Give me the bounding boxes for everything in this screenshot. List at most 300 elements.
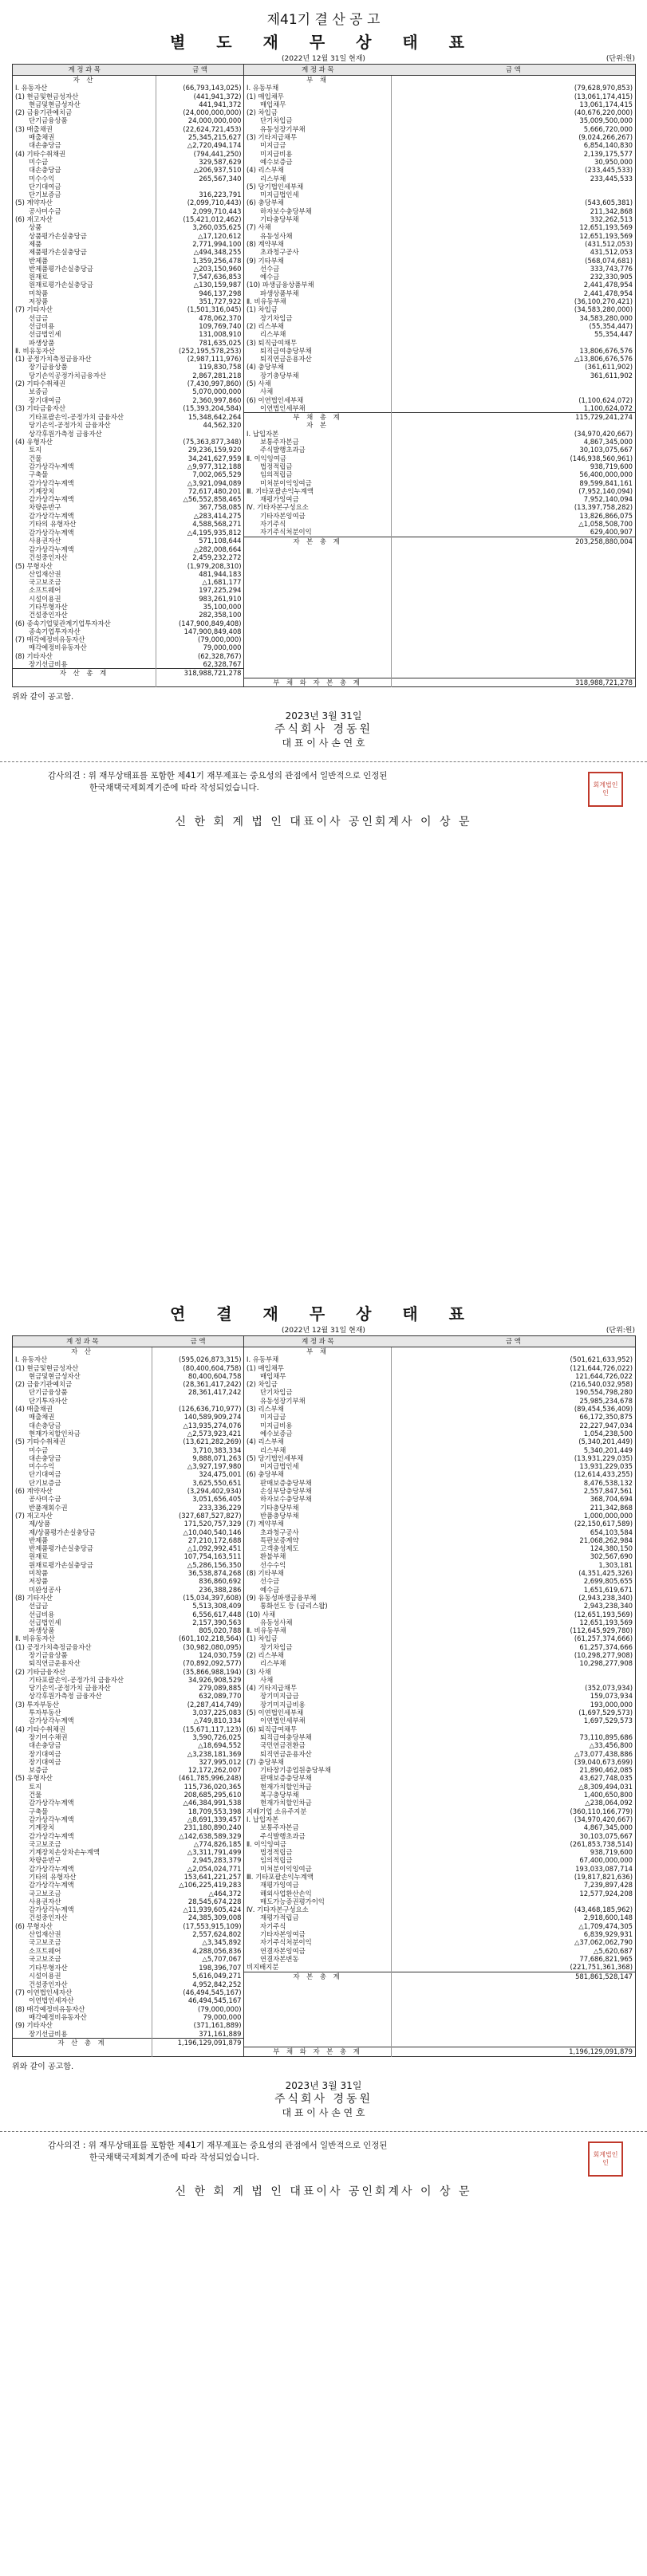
left-account-name: 원재료평가손실충당금 [29, 1560, 93, 1569]
left-account-amount: (24,000,000,000) [156, 108, 244, 116]
seal-text: 회계법인 인 [593, 2150, 618, 2166]
right-account-amount: (352,073,934) [392, 1684, 636, 1692]
table-row [13, 166, 636, 174]
left-account-amount: 15,348,642,264 [156, 413, 244, 422]
table-row [13, 1364, 636, 1372]
left-account-name: 감가상각누계액 [29, 1815, 74, 1823]
table-row [13, 421, 636, 429]
right-account-amount: (1,697,529,573) [392, 1709, 636, 1717]
right-account-amount: 61,257,374,666 [392, 1643, 636, 1651]
right-account-name: 미지급법인세 [244, 1462, 392, 1470]
table-row [13, 570, 636, 578]
auditor-seal [588, 772, 623, 807]
right-account-amount: 121,644,726,022 [392, 1372, 636, 1380]
right-account-amount: 12,577,924,208 [392, 1890, 636, 1898]
table-row [13, 1701, 636, 1709]
table-row [13, 446, 636, 454]
right-account-amount [392, 2030, 636, 2039]
left-account-name: 대손충당금 [29, 1453, 61, 1462]
table-row [13, 183, 636, 191]
right-account-amount: △1,058,508,700 [392, 520, 636, 528]
right-account-name: 보통주자본금 [244, 1823, 392, 1831]
table-row [13, 1504, 636, 1512]
table-row [13, 1544, 636, 1552]
right-account-amount [392, 191, 636, 199]
left-account-amount: 231,180,890,240 [152, 1823, 244, 1831]
right-account-name: 손실부담충당부채 [244, 1487, 392, 1495]
table-row [13, 660, 636, 669]
right-account-amount [392, 652, 636, 660]
table-row [13, 678, 636, 686]
left-account-name: 건설중인자산 [29, 1980, 68, 1988]
left-account-name: 미완성공사 [29, 1585, 61, 1594]
right-account-amount [392, 380, 636, 387]
right-account-amount: 10,298,277,908 [392, 1659, 636, 1667]
right-account-name [244, 1988, 392, 1996]
table-row [13, 240, 636, 248]
left-account-name: 기타의 유형자산 [29, 520, 77, 529]
right-account-amount: 2,557,847,561 [392, 1487, 636, 1495]
left-account-name: 사용권자산 [29, 1897, 61, 1905]
statement-date: (2022년 12월 31일 현재) [282, 1327, 365, 1335]
left-account-amount: 36,538,874,268 [152, 1569, 244, 1577]
right-account-amount [392, 669, 636, 678]
table-row [13, 537, 636, 545]
left-account-amount: △3,345,892 [152, 1938, 244, 1946]
table-row [13, 1355, 636, 1363]
right-account-name [244, 595, 392, 603]
left-account-amount: △46,384,991,538 [152, 1799, 244, 1807]
left-account-amount: 62,328,767 [156, 660, 244, 669]
left-account-amount: 2,945,283,379 [152, 1856, 244, 1864]
left-account-amount: 2,557,624,802 [152, 1930, 244, 1938]
left-account-name: 단기보증금 [29, 1478, 61, 1487]
left-account-amount: △2,573,923,421 [152, 1430, 244, 1437]
table-row [13, 363, 636, 371]
left-account-amount: 109,769,740 [156, 322, 244, 330]
left-account-amount [152, 1397, 244, 1405]
left-account-amount: 24,000,000,000 [156, 116, 244, 124]
left-account-amount: 2,360,997,860 [156, 396, 244, 404]
table-row [13, 1610, 636, 1618]
right-account-amount: 67,400,000,000 [392, 1856, 636, 1864]
right-account-amount: 1,100,624,072 [392, 404, 636, 413]
table-row [13, 314, 636, 322]
left-account-name: (4) 기타수취채권 [15, 1725, 66, 1733]
notice-note: 위와 같이 공고함. [12, 2062, 74, 2071]
left-account-amount: 7,547,636,853 [156, 273, 244, 281]
left-account-name: 단기금융상품 [29, 116, 68, 125]
right-account-amount: 2,441,478,954 [392, 289, 636, 297]
table-row [13, 1437, 636, 1445]
right-account-amount: 12,651,193,569 [392, 1618, 636, 1626]
right-account-name: 반품충당부채 [244, 1512, 392, 1520]
left-account-amount: 478,062,370 [156, 314, 244, 322]
right-account-name: 기타충당부채 [244, 215, 392, 223]
right-account-name: 판매보증충당부채 [244, 1479, 392, 1487]
left-account-name: 제/상품평가손실충당금 [29, 1528, 96, 1536]
right-account-amount: 581,861,528,147 [392, 1972, 636, 1980]
right-account-name: Ⅰ. 유동부채 [244, 1355, 392, 1363]
left-account-name: (3) 매출채권 [15, 124, 53, 133]
table-row [13, 1388, 636, 1396]
divider [0, 2131, 647, 2132]
left-account-name: 공사미수금 [29, 206, 61, 215]
left-account-name: 반제품 [29, 1536, 49, 1544]
left-account-name: 단기금융상품 [29, 1388, 68, 1397]
left-account-amount: (66,793,143,025) [156, 84, 244, 92]
left-account-name: 원재료평가손실충당금 [29, 281, 93, 289]
left-account-name: 현재가치할인차금 [29, 1429, 81, 1437]
right-account-name: 기타장기종업원충당부채 [244, 1766, 392, 1774]
left-account-amount: △9,977,312,188 [156, 462, 244, 470]
table-row [13, 503, 636, 511]
table-row [13, 1774, 636, 1782]
right-account-name: 자기주식 [244, 1922, 392, 1930]
table-row [13, 1930, 636, 1938]
right-account-name: 예수금 [244, 1586, 392, 1594]
left-account-amount [156, 678, 244, 686]
left-account-amount: 327,995,012 [152, 1758, 244, 1766]
table-row [13, 1405, 636, 1413]
left-account-name: 산업재산권 [29, 1930, 61, 1939]
right-account-name [244, 2013, 392, 2021]
table-row [13, 1922, 636, 1930]
left-account-name: (7) 기타자산 [15, 305, 53, 314]
right-account-name: 사채 [244, 387, 392, 395]
left-account-name: 대손충당금 [29, 141, 61, 150]
right-account-amount: 2,918,600,148 [392, 1913, 636, 1921]
table-row [13, 454, 636, 462]
left-account-amount: 12,172,262,007 [152, 1766, 244, 1774]
right-account-name [244, 652, 392, 660]
right-account-name: 예수금 [244, 273, 392, 281]
left-account-name: 당기손익공정가치금융자산 [29, 371, 107, 380]
left-account-name: 장기선급비용 [29, 660, 68, 669]
table-row [13, 1988, 636, 1996]
left-account-name: 현금및현금성자산 [29, 1371, 81, 1380]
table-row [13, 257, 636, 265]
right-account-amount [392, 1668, 636, 1676]
left-account-amount: △494,348,255 [156, 248, 244, 256]
left-account-name: (8) 매각예정비유동자산 [15, 2004, 85, 2013]
table-row [13, 1528, 636, 1536]
left-account-name: 제/상품 [29, 1520, 51, 1528]
left-account-amount: 35,100,000 [156, 603, 244, 611]
right-account-amount [392, 2005, 636, 2013]
right-account-name: (9) 유동성파생금융부채 [244, 1594, 392, 1602]
right-account-amount: (431,512,053) [392, 240, 636, 248]
right-account-amount: (13,397,758,282) [392, 503, 636, 511]
right-account-amount: △238,064,092 [392, 1799, 636, 1807]
right-account-name: 법정적립금 [244, 1848, 392, 1856]
right-account-name: 장기미지급비용 [244, 1701, 392, 1709]
left-account-name: 감가상각누계액 [29, 1831, 74, 1840]
left-account-amount: 80,400,604,758 [152, 1372, 244, 1380]
right-account-name: 특판보증계약 [244, 1536, 392, 1544]
table-row [13, 1586, 636, 1594]
left-account-name: 선급금 [29, 1602, 49, 1610]
right-account-name: Ⅲ. 기타포괄손익누계액 [244, 487, 392, 495]
left-account-amount: △1,681,177 [156, 578, 244, 586]
table-row [13, 100, 636, 108]
left-account-name: Ⅰ. 유동자산 [15, 84, 48, 92]
table-row [13, 372, 636, 380]
left-account-amount: (2,987,111,976) [156, 355, 244, 363]
right-account-name: 퇴직급여충당부채 [244, 347, 392, 355]
left-account-amount: 6,556,617,448 [152, 1610, 244, 1618]
table-row [13, 1905, 636, 1913]
unit-label: (단위:원) [606, 55, 635, 63]
right-account-name: 미지급금 [244, 141, 392, 149]
right-account-name [244, 669, 392, 678]
table-row [13, 289, 636, 297]
table-row [13, 1659, 636, 1667]
right-account-amount [392, 562, 636, 570]
left-account-amount: (13,621,282,269) [152, 1437, 244, 1445]
right-account-amount: (55,354,447) [392, 322, 636, 330]
left-account-name: (6) 재고자산 [15, 215, 53, 224]
left-account-amount: (1,501,316,045) [156, 305, 244, 313]
statement-meta [12, 1324, 635, 1335]
left-account-name: 대손충당금 [29, 166, 61, 175]
table-row [13, 141, 636, 149]
left-account-amount [156, 430, 244, 438]
table-row [13, 175, 636, 183]
left-account-name: 장기대여금 [29, 1757, 61, 1766]
left-account-amount: △4,195,935,812 [156, 528, 244, 537]
table-row [13, 1750, 636, 1758]
right-account-name: Ⅳ. 기타자본구성요소 [244, 503, 392, 511]
right-account-amount [392, 1347, 636, 1356]
table-row [13, 578, 636, 586]
signature-date: 2023년 3월 31일 [285, 710, 362, 722]
right-account-name: 미지급비용 [244, 150, 392, 158]
left-account-name: Ⅰ. 유동자산 [15, 1355, 48, 1364]
left-account-name: 원재료 [29, 273, 49, 281]
left-account-amount: (79,000,000) [156, 635, 244, 643]
left-account-amount [156, 76, 244, 85]
right-account-name: 복구충당부채 [244, 1791, 392, 1799]
left-account-amount: 233,336,229 [152, 1504, 244, 1512]
right-account-amount [392, 1988, 636, 1996]
right-account-amount [392, 660, 636, 669]
table-row [13, 1634, 636, 1642]
left-account-amount: 140,589,909,274 [152, 1413, 244, 1421]
left-account-name: (8) 기타자산 [15, 651, 53, 660]
left-account-amount [152, 1347, 244, 1356]
left-account-name: 건설중인자산 [29, 611, 68, 619]
right-account-name: 기타자본잉여금 [244, 512, 392, 520]
separate-balance-sheet-table [12, 64, 636, 687]
left-account-name: 구축물 [29, 1807, 49, 1815]
right-account-amount: 7,239,897,428 [392, 1881, 636, 1889]
left-account-amount: 28,545,674,228 [152, 1898, 244, 1905]
table-row [13, 627, 636, 635]
left-account-name: (2) 금융기관예치금 [15, 1380, 73, 1389]
right-account-amount: 77,686,821,965 [392, 1955, 636, 1963]
table-row [13, 619, 636, 627]
left-account-name: (1) 현금및현금성자산 [15, 1363, 79, 1372]
left-account-amount: 3,710,383,334 [152, 1446, 244, 1454]
left-account-amount: 2,867,281,218 [156, 372, 244, 380]
left-account-amount: (595,026,873,315) [152, 1355, 244, 1363]
left-account-name: (3) 투자부동산 [15, 1700, 59, 1709]
left-account-amount: 805,020,788 [152, 1626, 244, 1634]
left-account-name: 감가상각누계액 [29, 1717, 74, 1725]
right-account-amount: 124,380,150 [392, 1544, 636, 1552]
right-account-name: 재평가적립금 [244, 1913, 392, 1921]
right-account-name: 유동성사채 [244, 1618, 392, 1626]
right-account-amount: (360,110,166,779) [392, 1807, 636, 1815]
right-account-name [244, 2038, 392, 2047]
right-account-amount: 73,110,895,686 [392, 1733, 636, 1741]
right-account-name: (3) 기타지급채무 [244, 133, 392, 141]
right-account-name: 장기미지급금 [244, 1692, 392, 1700]
left-account-name: 장기미수채권 [29, 1732, 68, 1741]
right-account-amount [392, 595, 636, 603]
right-account-amount [392, 76, 636, 85]
left-account-amount: 29,236,159,920 [156, 446, 244, 454]
right-account-name: Ⅳ. 기타자본구성요소 [244, 1905, 392, 1913]
table-row [13, 1840, 636, 1848]
right-account-name: Ⅱ. 이익잉여금 [244, 454, 392, 462]
table-row [13, 1856, 636, 1864]
left-account-name: 자 산 총 계 [13, 2038, 152, 2047]
table-row [13, 1536, 636, 1544]
left-account-name: 미수수익 [29, 174, 55, 183]
left-account-name: 감가상각누계액 [29, 1905, 74, 1914]
table-row [13, 495, 636, 503]
left-account-amount: (30,982,080,095) [152, 1643, 244, 1651]
left-account-amount: (601,102,218,564) [152, 1634, 244, 1642]
left-account-amount: 171,520,757,329 [152, 1520, 244, 1528]
table-row [13, 116, 636, 124]
right-account-name: 통화선도 등 (금리스왑) [244, 1602, 392, 1610]
right-account-amount [392, 339, 636, 347]
left-account-amount: (2,287,414,749) [152, 1701, 244, 1709]
left-account-amount: 2,771,994,100 [156, 240, 244, 248]
table-row [13, 520, 636, 528]
left-account-name: 단기투자자산 [29, 1396, 68, 1405]
table-row [13, 1495, 636, 1503]
left-account-amount [152, 2047, 244, 2056]
table-row [13, 1823, 636, 1831]
left-account-name: 기계장치 [29, 1823, 55, 1832]
left-account-amount [156, 183, 244, 191]
left-account-name: 자 산 [73, 76, 96, 84]
left-account-amount: △2,054,024,771 [152, 1865, 244, 1873]
table-row [13, 1520, 636, 1528]
right-account-name: 단기차입금 [244, 1388, 392, 1396]
right-account-amount: 66,172,350,875 [392, 1413, 636, 1421]
left-account-amount: 3,037,225,083 [152, 1709, 244, 1717]
right-account-name: 기타충당부채 [244, 1504, 392, 1512]
left-account-name: 현금및현금성자산 [29, 100, 81, 108]
right-account-amount [392, 1676, 636, 1684]
table-row [13, 1758, 636, 1766]
consolidated-statement-title: 연 결 재 무 상 태 표 [169, 1304, 478, 1323]
left-account-name: 파생상품 [29, 338, 55, 347]
left-account-name: 미수금 [29, 157, 49, 166]
table-row [13, 1972, 636, 1980]
table-row [13, 1807, 636, 1815]
table-row [13, 1848, 636, 1856]
table-row [13, 150, 636, 158]
left-account-name: 매출채권 [29, 133, 55, 142]
right-account-amount: (261,853,738,514) [392, 1840, 636, 1848]
table-row [13, 191, 636, 199]
left-account-amount: 1,359,256,478 [156, 257, 244, 265]
right-account-amount [392, 603, 636, 611]
table-row [13, 603, 636, 611]
right-account-name: 하자보수충당부채 [244, 1495, 392, 1503]
statement-date: (2022년 12월 31일 현재) [282, 55, 365, 63]
left-account-name: 차량운반구 [29, 1856, 61, 1865]
right-account-amount: 211,342,868 [392, 1504, 636, 1512]
right-account-name [244, 578, 392, 586]
left-account-name: 이연법인세자산 [29, 1996, 74, 2005]
left-account-amount: △142,638,589,329 [152, 1832, 244, 1840]
left-account-name: 보증금 [29, 1766, 49, 1775]
right-account-amount: 190,554,798,280 [392, 1388, 636, 1396]
left-account-name: (1) 공정가치측정금융자산 [15, 355, 92, 364]
table-row [13, 297, 636, 305]
left-account-amount: 571,108,644 [156, 537, 244, 545]
left-account-amount: 208,685,295,610 [152, 1791, 244, 1799]
right-account-name: Ⅲ. 기타포괄손익누계액 [244, 1873, 392, 1881]
left-account-name: 단기보증금 [29, 191, 61, 199]
table-row [13, 635, 636, 643]
right-account-name [244, 660, 392, 669]
table-row [13, 430, 636, 438]
right-account-name: 보통주자본금 [244, 438, 392, 446]
right-account-amount [392, 619, 636, 627]
table-row [13, 1470, 636, 1478]
table-row [13, 2038, 636, 2047]
right-account-name: 부 채 총 계 [244, 413, 392, 422]
right-account-amount: △1,709,474,305 [392, 1922, 636, 1930]
right-account-amount: 89,599,841,161 [392, 479, 636, 487]
right-account-amount: 938,719,600 [392, 1848, 636, 1856]
left-account-amount: (17,553,915,109) [152, 1922, 244, 1930]
right-account-amount: 332,262,513 [392, 215, 636, 223]
right-account-name [244, 545, 392, 553]
right-account-name [244, 2021, 392, 2029]
left-account-amount: 3,625,550,651 [152, 1479, 244, 1487]
left-account-amount: 153,641,221,257 [152, 1873, 244, 1881]
left-account-name: 감가상각누계액 [29, 528, 74, 537]
table-row [13, 1479, 636, 1487]
left-account-name: 국고보조금 [29, 578, 61, 587]
left-account-name: 건설중인자산 [29, 553, 68, 562]
left-account-name: 감가상각누계액 [29, 495, 74, 504]
table-row [13, 1980, 636, 1988]
right-account-name: 해외사업환산손익 [244, 1890, 392, 1898]
right-account-name: 미처분이익잉여금 [244, 1865, 392, 1873]
right-account-name: 비지배지분 [244, 1963, 392, 1972]
right-account-amount: 203,258,880,004 [392, 537, 636, 545]
right-account-amount: (221,751,361,368) [392, 1963, 636, 1972]
table-row [13, 273, 636, 281]
table-row [13, 2030, 636, 2039]
left-account-amount: 3,590,726,025 [152, 1733, 244, 1741]
table-row [13, 1938, 636, 1946]
right-account-name: 이연법인세부채 [244, 404, 392, 413]
right-account-name: 국민연금전환금 [244, 1741, 392, 1749]
right-account-name: Ⅱ. 비유동부채 [244, 297, 392, 305]
left-account-amount: △17,120,612 [156, 232, 244, 240]
